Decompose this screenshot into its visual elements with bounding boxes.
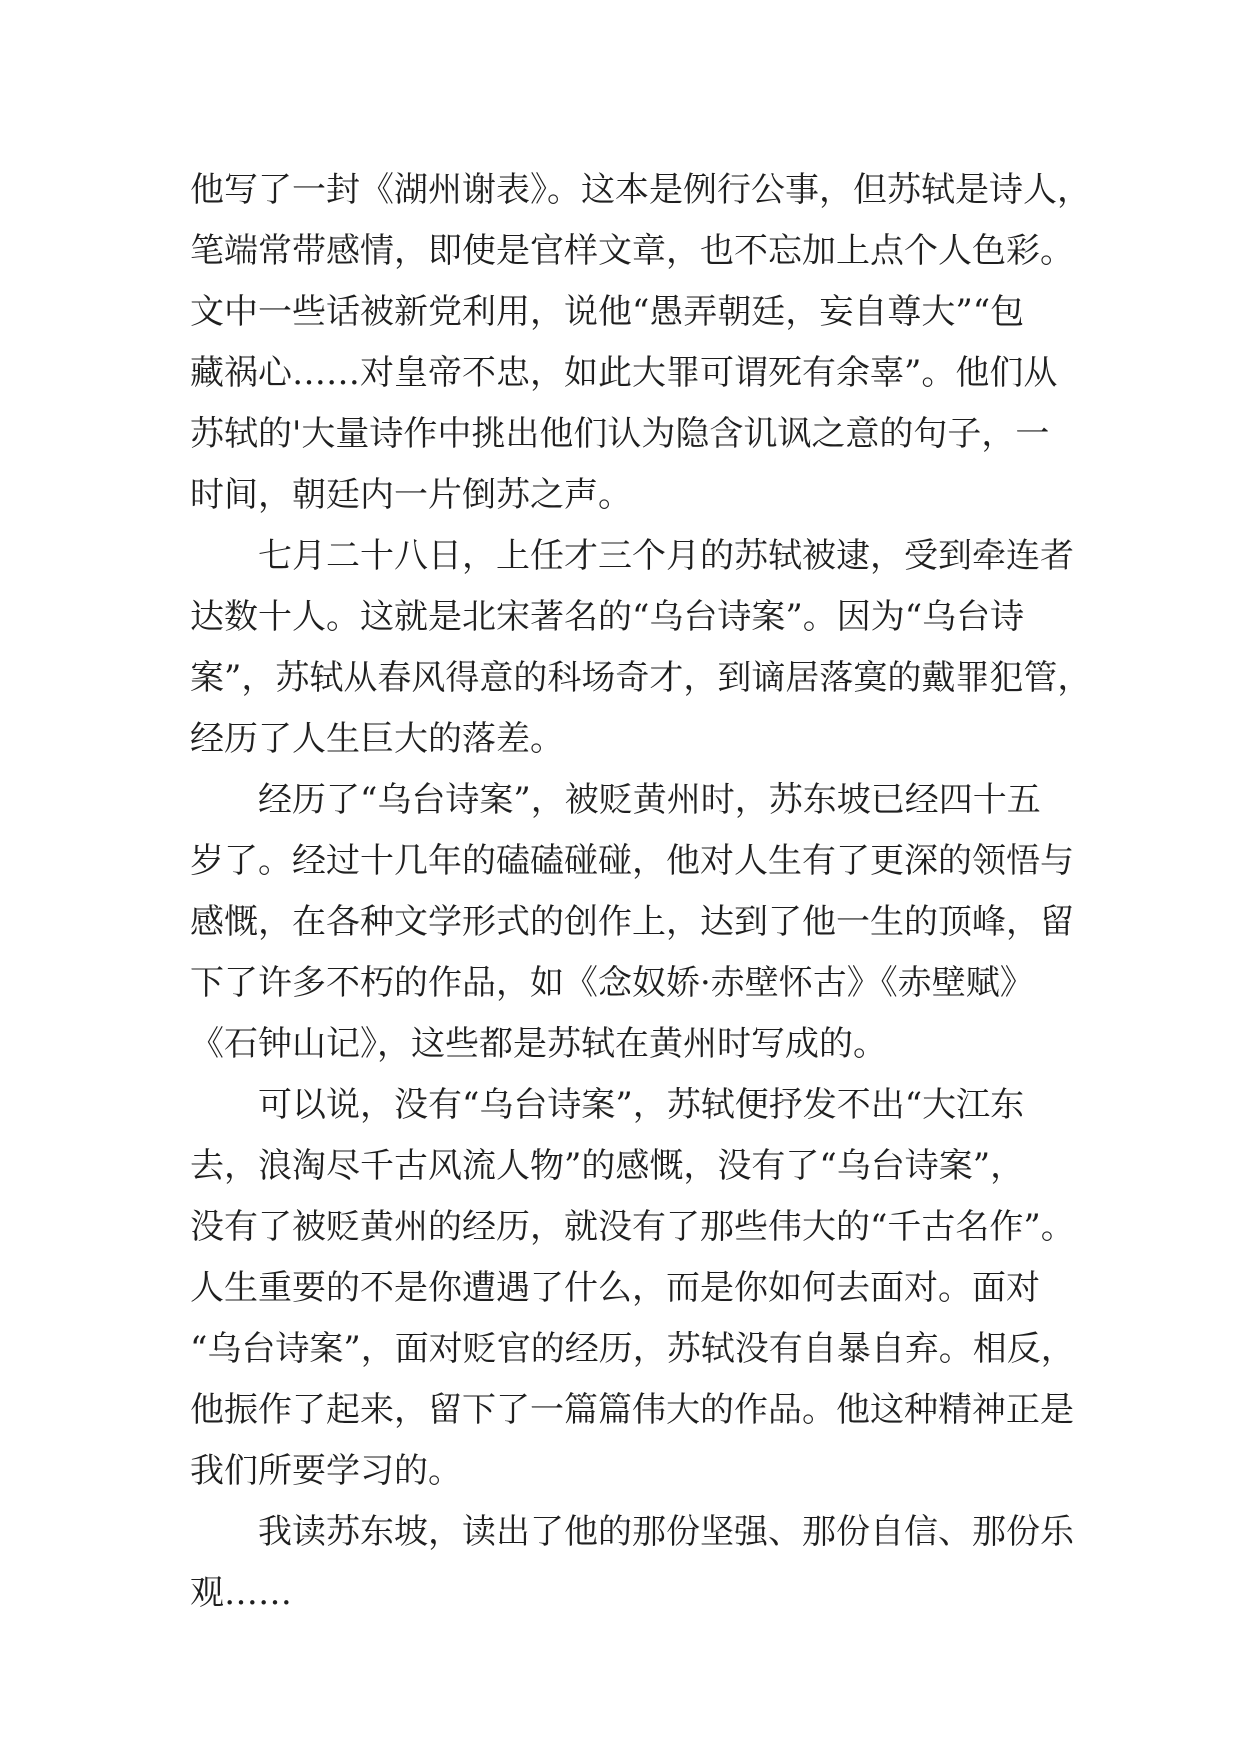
paragraph-start-line: 经历了“乌台诗案”，被贬黄州时，苏东坡已经四十五: [258, 780, 1041, 820]
text-line: 经历了人生巨大的落差。: [190, 719, 564, 759]
text-line: 藏祸心……对皇帝不忠，如此大罪可谓死有余辜”。他们从: [190, 353, 1058, 393]
document-text: [190, 160, 1092, 1624]
text-line: 文中一些话被新党利用，说他“愚弄朝廷，妄自尊大”“包: [190, 292, 1025, 332]
text-line: 没有了被贬黄州的经历，就没有了那些伟大的“千古名作”。: [190, 1207, 1075, 1247]
text-line: “乌台诗案”，面对贬官的经历，苏轼没有自暴自弃。相反，: [190, 1329, 1075, 1369]
paragraph-start-line: 可以说，没有“乌台诗案”，苏轼便抒发不出“大江东: [258, 1085, 1025, 1125]
text-line: 笔端常带感情，即使是官样文章，也不忘加上点个人色彩。: [190, 231, 1074, 271]
text-line: 他振作了起来，留下了一篇篇伟大的作品。他这种精神正是: [190, 1390, 1074, 1430]
text-line: 观……: [190, 1573, 292, 1613]
paragraph-start-line: 我读苏东坡，读出了他的那份坚强、那份自信、那份乐: [258, 1512, 1074, 1552]
text-line: 感慨，在各种文学形式的创作上，达到了他一生的顶峰，留: [190, 902, 1074, 942]
paragraph-start-line: 七月二十八日，上任才三个月的苏轼被逮，受到牵连者: [258, 536, 1074, 576]
text-line: 去，浪淘尽千古风流人物”的感慨，没有了“乌台诗案”，: [190, 1146, 1025, 1186]
text-line: 人生重要的不是你遭遇了什么，而是你如何去面对。面对: [190, 1268, 1040, 1308]
text-line: 他写了一封《湖州谢表》。这本是例行公事，但苏轼是诗人，: [190, 170, 1091, 210]
text-line: 《石钟山记》，这些都是苏轼在黄州时写成的。: [190, 1024, 887, 1064]
text-line: 时间，朝廷内一片倒苏之声。: [190, 475, 632, 515]
text-line: 案”，苏轼从春风得意的科场奇才，到谪居落寞的戴罪犯管，: [190, 658, 1092, 698]
text-line: 下了许多不朽的作品，如《念奴娇·赤壁怀古》《赤壁赋》: [190, 963, 1034, 1003]
text-line: 岁了。经过十几年的磕磕碰碰，他对人生有了更深的领悟与: [190, 841, 1074, 881]
text-line: 我们所要学习的。: [190, 1451, 462, 1491]
text-line: 达数十人。这就是北宋著名的“乌台诗案”。因为“乌台诗: [190, 597, 1025, 637]
text-line: 苏轼的'大量诗作中挑出他们认为隐含讥讽之意的句子，一: [190, 414, 1050, 454]
